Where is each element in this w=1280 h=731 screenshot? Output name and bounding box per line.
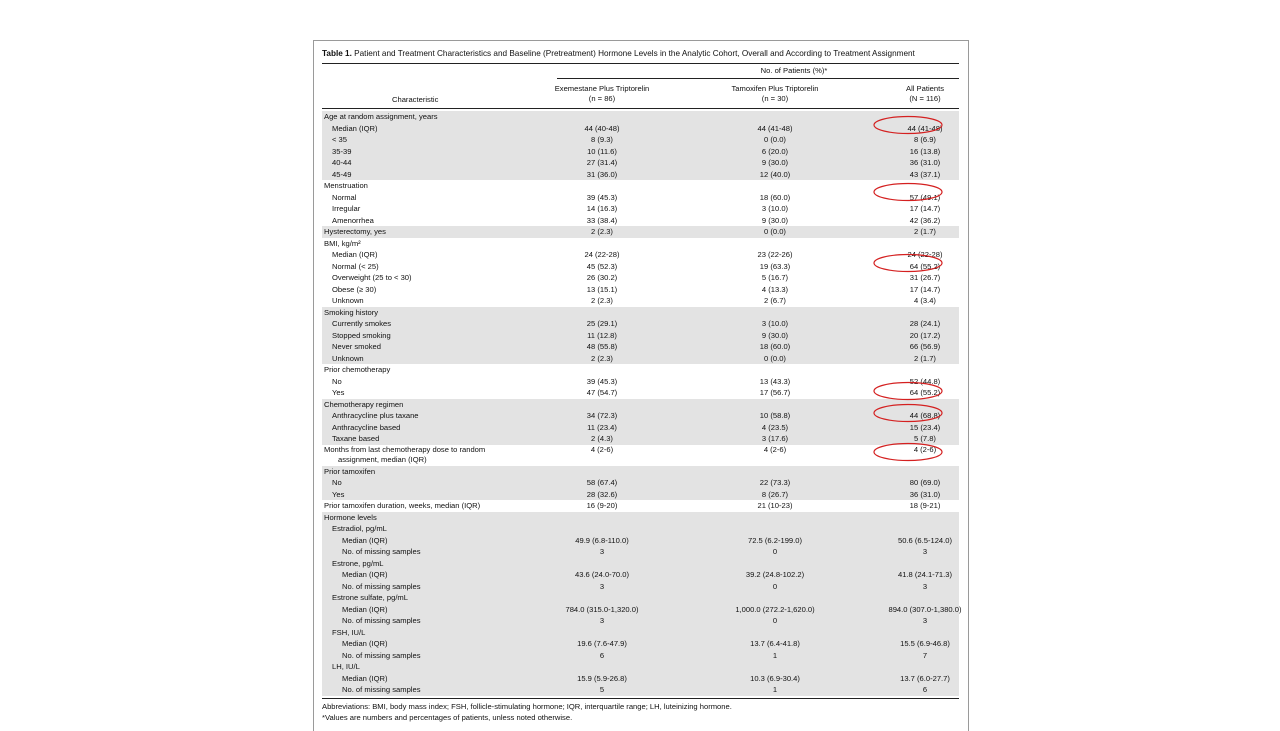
bottom-rule	[322, 698, 959, 699]
row-label-text: Currently smokes	[332, 319, 392, 328]
cell-exemestane: 19.6 (7.6-47.9)	[577, 639, 627, 648]
row-label-text: Prior tamoxifen duration, weeks, median (IQR)	[324, 501, 481, 510]
cell-all-patients: 42 (36.2)	[909, 215, 941, 225]
cell-all-patients: 50.6 (6.5-124.0)	[897, 535, 953, 545]
cell-tamoxifen: 1	[772, 650, 778, 660]
row-label-text: Estradiol, pg/mL	[332, 524, 387, 533]
cell-all-patients: 80 (69.0)	[909, 478, 941, 487]
table-row	[322, 111, 959, 123]
row-label-text: 35-39	[332, 146, 352, 156]
cell-tamoxifen: 9 (30.0)	[761, 158, 789, 167]
table-row	[322, 489, 959, 501]
cell-all-patients: 36 (31.0)	[909, 158, 941, 167]
table-row	[322, 203, 959, 215]
cell-tamoxifen: 9 (30.0)	[761, 330, 789, 340]
table-row	[322, 673, 959, 685]
table-row	[322, 661, 959, 673]
table-row	[322, 146, 959, 158]
row-label	[324, 489, 344, 501]
cell-all-patients: 4 (2-6)	[913, 444, 937, 454]
header-exemestane-n: (n = 86)	[588, 93, 616, 103]
cell-tamoxifen: 17 (56.7)	[759, 388, 791, 397]
cell-all-patients: 24 (22-28)	[907, 250, 943, 259]
cell-all-patients: 64 (55.2)	[909, 388, 941, 397]
table-row	[322, 180, 959, 192]
cell-tamoxifen: 21 (10-23)	[757, 501, 793, 510]
cell-all-patients: 894.0 (307.0-1,380.0)	[888, 604, 962, 614]
table-row	[322, 134, 959, 146]
cell-tamoxifen: 8 (26.7)	[761, 489, 789, 499]
table-row	[322, 376, 959, 388]
row-label-text: No. of missing samples	[342, 685, 421, 694]
row-label	[324, 123, 378, 135]
cell-all-patients: 18 (9-21)	[909, 501, 941, 510]
table-row	[322, 477, 959, 489]
row-label	[324, 180, 368, 192]
row-label-text: Overweight (25 to < 30)	[332, 273, 412, 282]
cell-exemestane: 49.9 (6.8-110.0)	[575, 535, 629, 545]
row-label-text: FSH, IU/L	[332, 627, 366, 637]
row-label	[324, 364, 390, 376]
row-label-text: Median (IQR)	[342, 604, 388, 614]
cell-all-patients: 66 (56.9)	[909, 342, 941, 351]
cell-exemestane: 6	[599, 650, 605, 660]
row-label	[324, 169, 351, 181]
row-label-text: No. of missing samples	[342, 547, 421, 556]
table-row	[322, 546, 959, 558]
cell-tamoxifen: 23 (22-26)	[757, 250, 793, 259]
cell-exemestane: 2 (4.3)	[591, 434, 613, 443]
header-characteristic: Characteristic	[392, 95, 439, 104]
table-row	[322, 558, 959, 570]
row-label-text: Median (IQR)	[342, 639, 388, 648]
cell-tamoxifen: 0 (0.0)	[764, 135, 786, 144]
cell-exemestane: 3	[599, 547, 605, 556]
row-label-text: Stopped smoking	[332, 330, 391, 340]
cell-tamoxifen: 4 (23.5)	[761, 422, 789, 432]
row-label	[324, 307, 378, 319]
table-row	[322, 157, 959, 169]
cell-all-patients: 52 (44.8)	[909, 376, 941, 386]
header-exemestane-name: Exemestane Plus Triptorelin	[554, 84, 650, 93]
cell-all-patients: 5 (7.8)	[914, 434, 936, 443]
row-label	[324, 192, 356, 204]
cell-exemestane: 16 (9-20)	[586, 501, 618, 510]
cell-exemestane: 5	[599, 685, 605, 694]
row-label-text: BMI, kg/m²	[324, 238, 361, 248]
table-row	[322, 466, 959, 478]
footnote-abbreviations: Abbreviations: BMI, body mass index; FSH, follicle-stimulating hormone; IQR, interquartile range; LH, luteinizing hormone.	[322, 702, 732, 711]
row-label	[324, 650, 421, 662]
table-row	[322, 215, 959, 227]
row-label-text: No	[332, 376, 342, 386]
table-row	[322, 353, 959, 365]
table-row	[322, 387, 959, 399]
spanner-rule	[557, 78, 959, 79]
table-row	[322, 523, 959, 535]
cell-tamoxifen: 1,000.0 (272.2-1,620.0)	[735, 604, 815, 614]
row-label-text: Unknown	[332, 353, 364, 363]
row-label	[324, 410, 419, 422]
cell-exemestane: 44 (40-48)	[584, 123, 620, 133]
row-label-text: Median (IQR)	[342, 535, 388, 545]
cell-exemestane: 3	[599, 616, 605, 625]
cell-all-patients: 17 (14.7)	[909, 284, 941, 294]
cell-exemestane: 784.0 (315.0-1,320.0)	[565, 604, 639, 614]
row-label-text: Hysterectomy, yes	[324, 227, 386, 236]
table-number: Table 1.	[322, 49, 352, 58]
cell-all-patients: 44 (41-48)	[907, 123, 943, 133]
cell-tamoxifen: 0	[772, 547, 778, 556]
cell-exemestane: 2 (2.3)	[591, 227, 613, 236]
row-label	[324, 134, 347, 146]
cell-tamoxifen: 39.2 (24.8-102.2)	[745, 570, 805, 579]
row-label	[324, 558, 384, 570]
cell-exemestane: 31 (36.0)	[586, 169, 618, 179]
row-label	[324, 203, 360, 215]
cell-tamoxifen: 13.7 (6.4-41.8)	[750, 639, 800, 648]
cell-all-patients: 8 (6.9)	[914, 135, 936, 144]
top-rule	[322, 63, 959, 64]
cell-exemestane: 27 (31.4)	[586, 158, 618, 167]
cell-tamoxifen: 0 (0.0)	[764, 353, 786, 363]
table-title: Patient and Treatment Characteristics and Baseline (Pretreatment) Hormone Levels in the Analytic Cohort, Overall and According to Treatment Assignment	[351, 49, 915, 58]
cell-exemestane: 25 (29.1)	[586, 319, 618, 328]
row-label-text: Yes	[332, 489, 345, 499]
row-label-text: Months from last chemotherapy dose to random	[324, 444, 486, 454]
table-row	[322, 445, 959, 466]
cell-all-patients: 31 (26.7)	[909, 273, 941, 282]
row-label-text: Never smoked	[332, 342, 381, 351]
cell-exemestane: 14 (16.3)	[586, 204, 618, 213]
cell-exemestane: 3	[599, 581, 605, 591]
row-label-text: Smoking history	[324, 307, 379, 317]
row-label-text: Median (IQR)	[342, 673, 388, 683]
table-row	[322, 123, 959, 135]
table-row	[322, 684, 959, 696]
cell-exemestane: 26 (30.2)	[586, 273, 618, 282]
cell-exemestane: 58 (67.4)	[586, 478, 618, 487]
cell-tamoxifen: 9 (30.0)	[761, 215, 789, 225]
header-exemestane	[527, 84, 677, 103]
row-label	[324, 604, 388, 616]
table-row	[322, 615, 959, 627]
cell-all-patients: 13.7 (6.0-27.7)	[900, 673, 950, 683]
row-label	[324, 341, 381, 353]
cell-tamoxifen: 44 (41-48)	[757, 123, 793, 133]
row-label	[324, 673, 388, 685]
header-all-patients	[850, 84, 1000, 103]
row-label-text: No. of missing samples	[342, 616, 421, 625]
cell-tamoxifen: 3 (10.0)	[761, 204, 789, 213]
row-label	[324, 146, 351, 158]
footnote-values: *Values are numbers and percentages of patients, unless noted otherwise.	[322, 713, 573, 722]
row-label	[324, 399, 403, 411]
cell-tamoxifen: 4 (13.3)	[761, 284, 789, 294]
cell-exemestane: 11 (23.4)	[587, 422, 617, 432]
cell-all-patients: 16 (13.8)	[909, 146, 941, 156]
cell-all-patients: 28 (24.1)	[909, 319, 941, 328]
table-row	[322, 512, 959, 524]
row-label	[324, 535, 388, 547]
table-row	[322, 638, 959, 650]
table-caption	[322, 49, 915, 58]
cell-all-patients: 3	[922, 581, 928, 591]
row-label-text: Chemotherapy regimen	[324, 399, 404, 409]
row-label-text: Obese (≥ 30)	[332, 284, 377, 294]
row-label	[324, 581, 421, 593]
table-row	[322, 272, 959, 284]
table-row	[322, 284, 959, 296]
row-label	[324, 615, 421, 627]
cell-exemestane: 43.6 (24.0-70.0)	[574, 570, 630, 579]
row-label	[324, 249, 378, 261]
cell-exemestane: 4 (2-6)	[590, 444, 614, 454]
table-row	[322, 422, 959, 434]
table-row	[322, 249, 959, 261]
table-row	[322, 226, 959, 238]
cell-all-patients: 7	[922, 650, 928, 660]
row-label-text: Anthracycline plus taxane	[332, 411, 419, 420]
table-row	[322, 261, 959, 273]
row-label	[324, 627, 365, 639]
cell-tamoxifen: 6 (20.0)	[761, 146, 789, 156]
cell-all-patients: 43 (37.1)	[909, 169, 941, 179]
row-label	[324, 684, 421, 696]
table-row	[322, 535, 959, 547]
row-label	[324, 272, 412, 284]
cell-exemestane: 45 (52.3)	[586, 261, 618, 271]
cell-exemestane: 2 (2.3)	[591, 296, 613, 305]
cell-tamoxifen: 0	[772, 581, 778, 591]
cell-all-patients: 15 (23.4)	[909, 422, 941, 432]
row-label	[324, 661, 360, 673]
cell-all-patients: 44 (68.8)	[909, 411, 941, 420]
header-tamoxifen-n: (n = 30)	[761, 93, 789, 103]
row-label-text: Hormone levels	[324, 512, 377, 522]
cell-exemestane: 2 (2.3)	[591, 353, 613, 363]
header-all-patients-name: All Patients	[906, 84, 944, 93]
cell-all-patients: 20 (17.2)	[909, 330, 941, 340]
cell-exemestane: 8 (9.3)	[591, 135, 613, 144]
row-label	[324, 284, 376, 296]
cell-tamoxifen: 4 (2-6)	[763, 444, 787, 454]
row-label-text: Yes	[332, 388, 345, 397]
cell-exemestane: 39 (45.3)	[586, 376, 618, 386]
table-body	[322, 111, 962, 696]
row-label-text: Median (IQR)	[332, 250, 378, 259]
cell-exemestane: 39 (45.3)	[586, 192, 618, 202]
row-label-text: Normal (< 25)	[332, 261, 379, 271]
row-label-text: Age at random assignment, years	[324, 112, 438, 121]
table-page	[313, 40, 969, 731]
table-row	[322, 650, 959, 662]
row-label	[324, 477, 342, 489]
header-tamoxifen	[700, 84, 850, 103]
table-row	[322, 169, 959, 181]
row-label	[324, 330, 391, 342]
cell-tamoxifen: 18 (60.0)	[759, 192, 791, 202]
table-row	[322, 330, 959, 342]
row-label	[324, 523, 387, 535]
row-label-text: No	[332, 478, 342, 487]
row-label	[324, 512, 377, 524]
row-label-text: Anthracycline based	[332, 422, 401, 432]
cell-all-patients: 36 (31.0)	[909, 489, 941, 499]
table-row	[322, 341, 959, 353]
table-row	[322, 500, 959, 512]
row-label	[324, 353, 364, 365]
cell-exemestane: 11 (12.8)	[587, 330, 617, 340]
cell-tamoxifen: 0	[772, 616, 778, 625]
table-row	[322, 569, 959, 581]
cell-exemestane: 34 (72.3)	[586, 411, 618, 420]
cell-all-patients: 41.8 (24.1-71.3)	[897, 570, 953, 579]
row-label	[324, 157, 351, 169]
table-row	[322, 410, 959, 422]
cell-exemestane: 24 (22-28)	[584, 250, 620, 259]
table-row	[322, 192, 959, 204]
cell-tamoxifen: 13 (43.3)	[759, 376, 791, 386]
cell-all-patients: 2 (1.7)	[914, 227, 936, 236]
cell-tamoxifen: 22 (73.3)	[759, 478, 791, 487]
row-label	[324, 569, 388, 581]
header-rule	[322, 108, 959, 109]
cell-tamoxifen: 2 (6.7)	[764, 296, 786, 305]
row-label-text: 40-44	[332, 158, 352, 167]
cell-all-patients: 15.5 (6.9-46.8)	[900, 639, 950, 648]
row-label-text: Median (IQR)	[332, 123, 378, 133]
row-label	[324, 546, 421, 558]
row-label	[324, 261, 379, 273]
cell-tamoxifen: 72.5 (6.2-199.0)	[747, 535, 803, 545]
row-label-text: Median (IQR)	[342, 570, 388, 579]
table-row	[322, 627, 959, 639]
row-label	[324, 445, 554, 466]
table-row	[322, 592, 959, 604]
row-label	[324, 638, 388, 650]
row-label-text: Prior chemotherapy	[324, 365, 391, 374]
row-label-text: Estrone, pg/mL	[332, 558, 384, 568]
cell-exemestane: 33 (38.4)	[586, 215, 618, 225]
table-row	[322, 295, 959, 307]
cell-exemestane: 13 (15.1)	[586, 284, 618, 294]
table-row	[322, 581, 959, 593]
cell-all-patients: 3	[922, 616, 928, 625]
cell-tamoxifen: 1	[772, 685, 778, 694]
table-row	[322, 307, 959, 319]
table-row	[322, 604, 962, 616]
row-label	[324, 433, 379, 445]
row-label	[324, 376, 342, 388]
row-label-text: No. of missing samples	[342, 650, 421, 660]
row-label-text: Menstruation	[324, 181, 368, 190]
row-label	[324, 295, 364, 307]
cell-exemestane: 47 (54.7)	[586, 388, 618, 397]
row-label	[324, 238, 361, 250]
row-label-text: Taxane based	[332, 434, 380, 443]
header-tamoxifen-name: Tamoxifen Plus Triptorelin	[731, 84, 819, 93]
table-row	[322, 318, 959, 330]
cell-tamoxifen: 10.3 (6.9-30.4)	[750, 673, 800, 683]
row-label	[324, 226, 386, 238]
row-label-continuation: assignment, median (IQR)	[338, 455, 427, 464]
cell-all-patients: 3	[922, 547, 928, 556]
spanner-header: No. of Patients (%)*	[760, 66, 828, 75]
cell-exemestane: 10 (11.6)	[587, 146, 617, 156]
row-label	[324, 466, 375, 478]
cell-tamoxifen: 10 (58.8)	[759, 411, 791, 420]
cell-exemestane: 28 (32.6)	[586, 489, 618, 499]
cell-tamoxifen: 18 (60.0)	[759, 342, 791, 351]
cell-tamoxifen: 3 (10.0)	[761, 319, 789, 328]
row-label-text: Amenorrhea	[332, 215, 374, 225]
cell-tamoxifen: 19 (63.3)	[759, 261, 791, 271]
cell-tamoxifen: 12 (40.0)	[759, 169, 791, 179]
row-label	[324, 422, 400, 434]
cell-all-patients: 4 (3.4)	[914, 296, 936, 305]
row-label	[324, 500, 480, 512]
table-row	[322, 238, 959, 250]
cell-all-patients: 2 (1.7)	[914, 353, 936, 363]
row-label-text: Normal	[332, 192, 357, 202]
row-label-text: < 35	[332, 135, 347, 144]
row-label-text: Irregular	[332, 204, 361, 213]
table-row	[322, 364, 959, 376]
row-label	[324, 592, 408, 604]
row-label-text: Unknown	[332, 296, 364, 305]
cell-all-patients: 6	[922, 685, 928, 694]
row-label-text: Prior tamoxifen	[324, 466, 376, 476]
cell-exemestane: 48 (55.8)	[586, 342, 618, 351]
row-label	[324, 387, 344, 399]
cell-tamoxifen: 5 (16.7)	[761, 273, 789, 282]
row-label-text: No. of missing samples	[342, 581, 421, 591]
row-label-text: Estrone sulfate, pg/mL	[332, 593, 408, 602]
row-label	[324, 318, 391, 330]
table-row	[322, 433, 959, 445]
cell-tamoxifen: 3 (17.6)	[761, 434, 789, 443]
header-all-patients-n: (N = 116)	[909, 93, 941, 103]
table-row	[322, 399, 959, 411]
cell-all-patients: 57 (49.1)	[909, 192, 941, 202]
row-label-text: LH, IU/L	[332, 662, 360, 671]
row-label	[324, 215, 374, 227]
row-label-text: 45-49	[332, 169, 352, 179]
cell-tamoxifen: 0 (0.0)	[764, 227, 786, 236]
cell-all-patients: 64 (55.2)	[909, 261, 941, 271]
row-label	[324, 111, 438, 123]
cell-all-patients: 17 (14.7)	[909, 204, 941, 213]
cell-exemestane: 15.9 (5.9-26.8)	[577, 673, 627, 683]
